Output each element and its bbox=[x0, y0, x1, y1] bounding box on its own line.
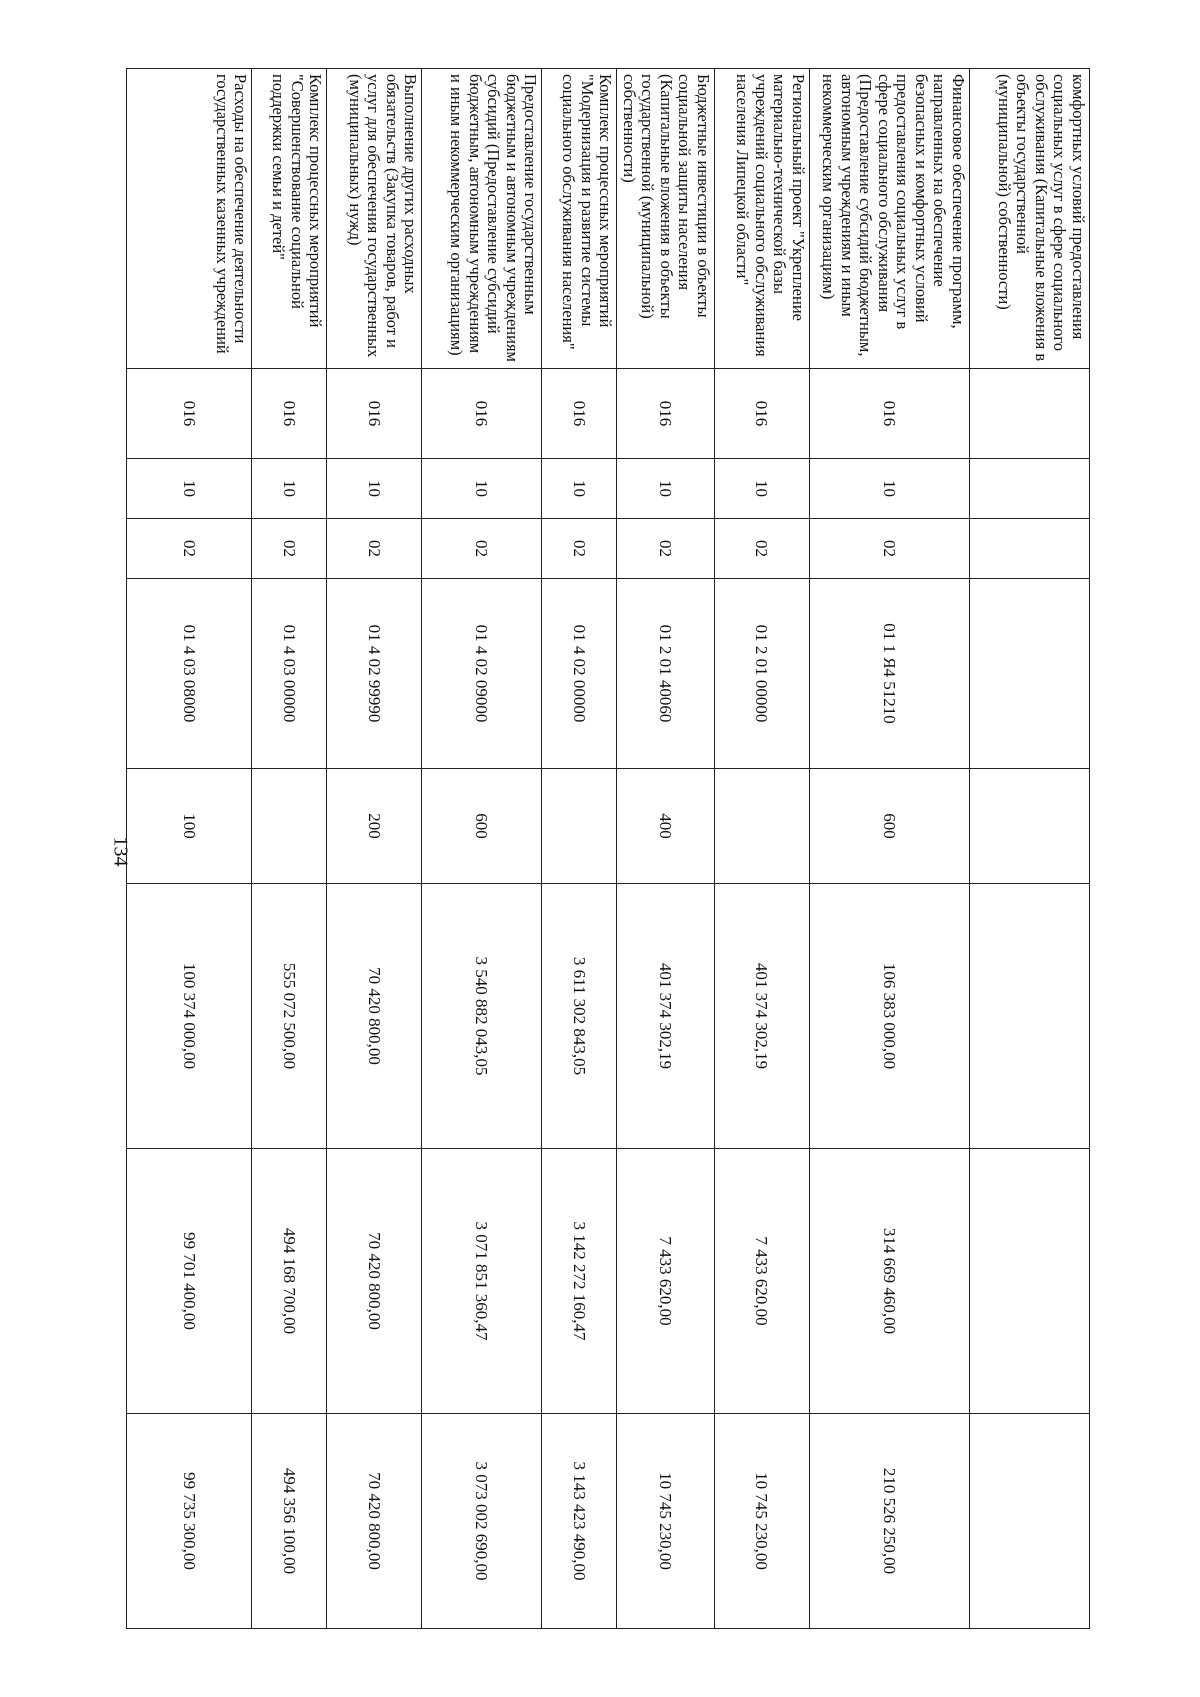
section-code-cell: 10 bbox=[252, 459, 327, 519]
expense-type-cell: 600 bbox=[810, 769, 970, 884]
expense-type-cell: 400 bbox=[617, 769, 715, 884]
subsection-code-cell: 02 bbox=[422, 519, 542, 579]
admin-code-cell bbox=[970, 369, 1090, 459]
admin-code-cell: 016 bbox=[327, 369, 422, 459]
budget-table bbox=[127, 68, 1091, 1629]
expense-type-cell bbox=[970, 769, 1090, 884]
target-article-cell: 01 4 02 00000 bbox=[542, 579, 617, 769]
section-code-cell: 10 bbox=[810, 459, 970, 519]
amount-year1-cell: 106 383 000,00 bbox=[810, 884, 970, 1149]
amount-year1-cell bbox=[970, 884, 1090, 1149]
row-name-cell: Выполнение других расходных обязательств (Закупка товаров, работ и услуг для обеспечения государственных (муниципальных) нужд) bbox=[327, 69, 422, 369]
subsection-code-cell: 02 bbox=[127, 519, 252, 579]
row-name-cell: Финансовое обеспечение программ, направленных на обеспечение безопасных и комфортных условий предоставления социальных услуг в сфере социального обслуживания (Предоставление субсидий бюджетным, автономным учреждениям и иным некоммерческим организациям) bbox=[810, 69, 970, 369]
amount-year1-cell: 3 611 302 843,05 bbox=[542, 884, 617, 1149]
expense-type-cell bbox=[715, 769, 810, 884]
row-name-cell: комфортных условий предоставления социальных услуг в сфере социального обслуживания (Капитальные вложения в объекты государственной (муниципальной) собственности) bbox=[970, 69, 1090, 369]
target-article-cell: 01 4 02 09000 bbox=[422, 579, 542, 769]
section-code-cell: 10 bbox=[617, 459, 715, 519]
expense-type-cell bbox=[252, 769, 327, 884]
amount-year2-cell: 99 701 400,00 bbox=[127, 1149, 252, 1414]
section-code-cell: 10 bbox=[715, 459, 810, 519]
row-name-cell: Комплекс процессных мероприятий "Совершенствование социальной поддержки семьи и детей" bbox=[252, 69, 327, 369]
section-code-cell bbox=[970, 459, 1090, 519]
amount-year2-cell: 7 433 620,00 bbox=[617, 1149, 715, 1414]
section-code-cell: 10 bbox=[422, 459, 542, 519]
admin-code-cell: 016 bbox=[252, 369, 327, 459]
target-article-cell: 01 4 03 08000 bbox=[127, 579, 252, 769]
table-row bbox=[970, 69, 1090, 1629]
amount-year3-cell bbox=[970, 1414, 1090, 1629]
table-row bbox=[127, 69, 252, 1629]
target-article-cell: 01 2 01 00000 bbox=[715, 579, 810, 769]
amount-year2-cell: 3 071 851 360,47 bbox=[422, 1149, 542, 1414]
section-code-cell: 10 bbox=[327, 459, 422, 519]
admin-code-cell: 016 bbox=[127, 369, 252, 459]
amount-year3-cell: 210 526 250,00 bbox=[810, 1414, 970, 1629]
admin-code-cell: 016 bbox=[542, 369, 617, 459]
amount-year1-cell: 70 420 800,00 bbox=[327, 884, 422, 1149]
section-code-cell: 10 bbox=[127, 459, 252, 519]
amount-year3-cell: 10 745 230,00 bbox=[617, 1414, 715, 1629]
table-row bbox=[252, 69, 327, 1629]
table-row bbox=[327, 69, 422, 1629]
section-code-cell: 10 bbox=[542, 459, 617, 519]
amount-year1-cell: 401 374 302,19 bbox=[715, 884, 810, 1149]
subsection-code-cell: 02 bbox=[617, 519, 715, 579]
table-row bbox=[422, 69, 542, 1629]
subsection-code-cell: 02 bbox=[327, 519, 422, 579]
subsection-code-cell: 02 bbox=[542, 519, 617, 579]
target-article-cell bbox=[970, 579, 1090, 769]
page-number: 134 bbox=[109, 836, 132, 867]
table-row bbox=[715, 69, 810, 1629]
row-name-cell: Комплекс процессных мероприятий "Модернизация и развитие системы социального обслуживания населения" bbox=[542, 69, 617, 369]
amount-year1-cell: 401 374 302,19 bbox=[617, 884, 715, 1149]
table-row bbox=[617, 69, 715, 1629]
expense-type-cell bbox=[542, 769, 617, 884]
amount-year3-cell: 99 735 300,00 bbox=[127, 1414, 252, 1629]
subsection-code-cell: 02 bbox=[715, 519, 810, 579]
amount-year3-cell: 3 073 002 690,00 bbox=[422, 1414, 542, 1629]
amount-year1-cell: 555 072 500,00 bbox=[252, 884, 327, 1149]
amount-year2-cell: 70 420 800,00 bbox=[327, 1149, 422, 1414]
expense-type-cell: 200 bbox=[327, 769, 422, 884]
amount-year1-cell: 3 540 882 043,05 bbox=[422, 884, 542, 1149]
amount-year3-cell: 3 143 423 490,00 bbox=[542, 1414, 617, 1629]
admin-code-cell: 016 bbox=[617, 369, 715, 459]
amount-year2-cell: 494 168 700,00 bbox=[252, 1149, 327, 1414]
amount-year1-cell: 100 374 000,00 bbox=[127, 884, 252, 1149]
amount-year2-cell bbox=[970, 1149, 1090, 1414]
admin-code-cell: 016 bbox=[810, 369, 970, 459]
budget-table-sheet bbox=[130, 68, 1090, 1628]
row-name-cell: Предоставление государственным бюджетным и автономным учреждениям субсидий (Предоставление субсидий бюджетным, автономным учреждениям и иным некоммерческим организациям) bbox=[422, 69, 542, 369]
expense-type-cell: 600 bbox=[422, 769, 542, 884]
row-name-cell: Расходы на обеспечение деятельности государственных казенных учреждений bbox=[127, 69, 252, 369]
amount-year2-cell: 7 433 620,00 bbox=[715, 1149, 810, 1414]
target-article-cell: 01 1 Я4 51210 bbox=[810, 579, 970, 769]
subsection-code-cell bbox=[970, 519, 1090, 579]
row-name-cell: Региональный проект "Укрепление материально-технической базы учреждений социального обслуживания населения Липецкой области" bbox=[715, 69, 810, 369]
amount-year3-cell: 494 356 100,00 bbox=[252, 1414, 327, 1629]
subsection-code-cell: 02 bbox=[810, 519, 970, 579]
amount-year3-cell: 70 420 800,00 bbox=[327, 1414, 422, 1629]
expense-type-cell: 100 bbox=[127, 769, 252, 884]
amount-year3-cell: 10 745 230,00 bbox=[715, 1414, 810, 1629]
row-name-cell: Бюджетные инвестиции в объекты социальной защиты населения (Капитальные вложения в объекты государственной (муниципальной) собственности) bbox=[617, 69, 715, 369]
target-article-cell: 01 4 02 99990 bbox=[327, 579, 422, 769]
target-article-cell: 01 4 03 00000 bbox=[252, 579, 327, 769]
admin-code-cell: 016 bbox=[422, 369, 542, 459]
subsection-code-cell: 02 bbox=[252, 519, 327, 579]
table-row bbox=[810, 69, 970, 1629]
admin-code-cell: 016 bbox=[715, 369, 810, 459]
table-row bbox=[542, 69, 617, 1629]
amount-year2-cell: 314 669 460,00 bbox=[810, 1149, 970, 1414]
amount-year2-cell: 3 142 272 160,47 bbox=[542, 1149, 617, 1414]
target-article-cell: 01 2 01 40060 bbox=[617, 579, 715, 769]
